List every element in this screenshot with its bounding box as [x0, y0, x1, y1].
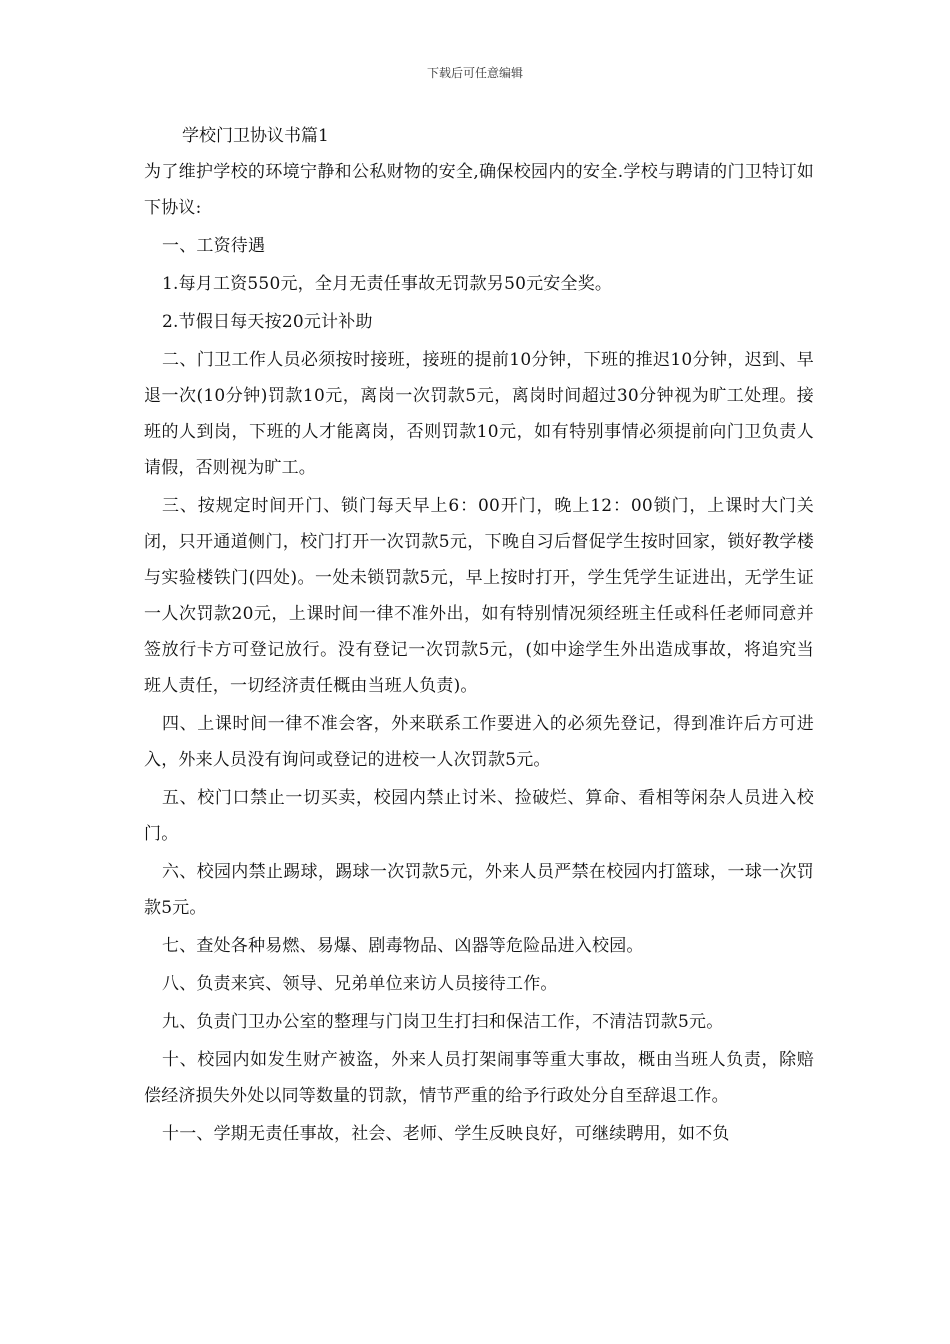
paragraph-section-7: 七、查处各种易燃、易爆、剧毒物品、凶器等危险品进入校园。	[162, 936, 644, 956]
paragraph-section-8: 八、负责来宾、领导、兄弟单位来访人员接待工作。	[162, 974, 558, 994]
paragraph-section-4: 四、上课时间一律不准会客，外来联系工作要进入的必须先登记，得到准许后方可进入，外来人员没有询问或登记的进校一人次罚款5元。	[144, 714, 814, 770]
page-header: 下载后可任意编辑	[426, 66, 523, 80]
document-body	[144, 118, 814, 1152]
paragraph-section-5: 五、校门口禁止一切买卖，校园内禁止讨米、捡破烂、算命、看相等闲杂人员进入校门。	[144, 788, 814, 844]
paragraph-section-2: 二、门卫工作人员必须按时接班，接班的提前10分钟，下班的推迟10分钟，迟到、早退一次(10分钟)罚款10元，离岗一次罚款5元，离岗时间超过30分钟视为旷工处理。接班的人到岗，下班的人才能离岗，否则罚款10元，如有特别事情必须提前向门卫负责人请假，否则视为旷工。	[144, 350, 814, 478]
paragraph-section-10: 十、校园内如发生财产被盗，外来人员打架闹事等重大事故，概由当班人负责，除赔偿经济损失外处以同等数量的罚款，情节严重的给予行政处分自至辞退工作。	[144, 1050, 814, 1106]
paragraph-section-3: 三、按规定时间开门、锁门每天早上6：00开门，晚上12：00锁门，上课时大门关闭，只开通道侧门，校门打开一次罚款5元，下晚自习后督促学生按时回家，锁好教学楼与实验楼铁门(四处)。一处未锁罚款5元，早上按时打开，学生凭学生证进出，无学生证一人次罚款20元，上课时间一律不准外出，如有特别情况须经班主任或科任老师同意并签放行卡方可登记放行。没有登记一次罚款5元，(如中途学生外出造成事故，将追究当班人责任，一切经济责任概由当班人负责)。	[144, 496, 814, 696]
paragraph-salary-1: 1.每月工资550元，全月无责任事故无罚款另50元安全奖。	[162, 274, 613, 294]
paragraph-section-11: 十一、学期无责任事故，社会、老师、学生反映良好，可继续聘用，如不负	[162, 1124, 730, 1144]
paragraph-section-1-heading: 一、工资待遇	[162, 236, 266, 256]
paragraph-section-9: 九、负责门卫办公室的整理与门岗卫生打扫和保洁工作，不清洁罚款5元。	[162, 1012, 724, 1032]
document-title: 学校门卫协议书篇1	[182, 126, 329, 146]
paragraph-salary-2: 2.节假日每天按20元计补助	[162, 312, 373, 332]
paragraph-intro: 为了维护学校的环境宁静和公私财物的安全,确保校园内的安全.学校与聘请的门卫特订如下协议:	[144, 162, 814, 218]
paragraph-section-6: 六、校园内禁止踢球，踢球一次罚款5元，外来人员严禁在校园内打篮球，一球一次罚款5元。	[144, 862, 814, 918]
